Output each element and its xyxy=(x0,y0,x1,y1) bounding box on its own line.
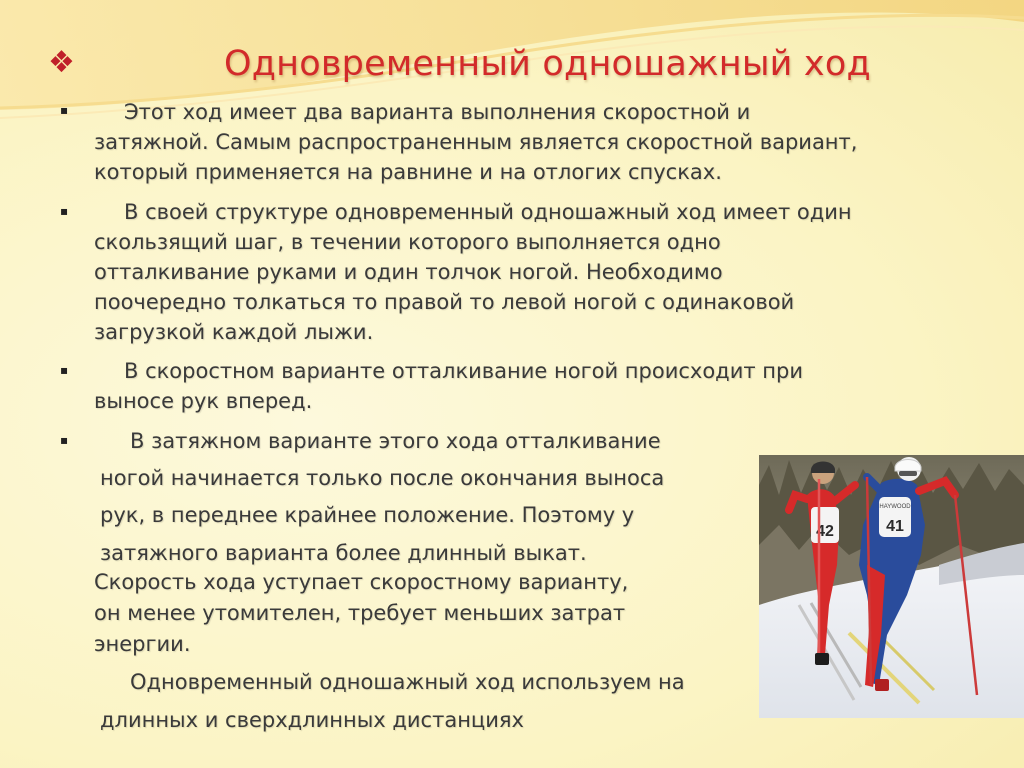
paragraph-2-line-4: поочередно толкаться то правой то левой ногой с одинаковой xyxy=(94,290,795,314)
bib-left-number: 42 xyxy=(816,523,834,540)
slide-title: Одновременный одношажный ход xyxy=(224,44,871,84)
paragraph-1-line-1: Этот ход имеет два варианта выполнения скоростной и xyxy=(124,100,751,124)
paragraph-4-line-2: ногой начинается только после окончания выноса xyxy=(100,466,665,490)
paragraph-2-line-3: отталкивание руками и один толчок ногой. Необходимо xyxy=(94,260,723,284)
paragraph-4-line-5: Скорость хода уступает скоростному варианту, xyxy=(94,570,629,594)
paragraph-4-line-4: затяжного варианта более длинный выкат. xyxy=(100,541,587,565)
bullet-1: ▪ xyxy=(60,103,69,117)
bullet-3: ▪ xyxy=(60,363,69,377)
bullet-2: ▪ xyxy=(60,204,69,218)
paragraph-4-line-8: Одновременный одношажный ход используем на xyxy=(130,670,685,694)
paragraph-3-line-1: В скоростном варианте отталкивание ногой происходит при xyxy=(124,359,803,383)
bullet-4: ▪ xyxy=(60,433,69,447)
paragraph-3-line-2: выносе рук вперед. xyxy=(94,389,313,413)
paragraph-2-line-2: скользящий шаг, в течении которого выполняется одно xyxy=(94,230,721,254)
paragraph-4-line-6: он менее утомителен, требует меньших затрат xyxy=(94,601,626,625)
title-diamond-icon: ❖ xyxy=(48,45,75,80)
paragraph-4-line-7: энергии. xyxy=(94,632,191,656)
skiers-photo xyxy=(759,455,1024,718)
paragraph-4-line-1: В затяжном варианте этого хода отталкивание xyxy=(130,429,661,453)
paragraph-2-line-5: загрузкой каждой лыжи. xyxy=(94,320,374,344)
paragraph-1-line-3: который применяется на равнине и на отлогих спусках. xyxy=(94,160,722,184)
bib-right-number: 41 xyxy=(886,518,904,535)
paragraph-4-line-9: длинных и сверхдлинных дистанциях xyxy=(100,708,524,732)
paragraph-4-line-3: рук, в переднее крайнее положение. Поэтому у xyxy=(100,503,635,527)
bib-right-sponsor: HAYWOOD xyxy=(879,504,911,510)
paragraph-2-line-1: В своей структуре одновременный одношажный ход имеет один xyxy=(124,200,852,224)
paragraph-1-line-2: затяжной. Самым распространенным является скоростной вариант, xyxy=(94,130,858,154)
skiers-illustration xyxy=(759,455,1024,718)
